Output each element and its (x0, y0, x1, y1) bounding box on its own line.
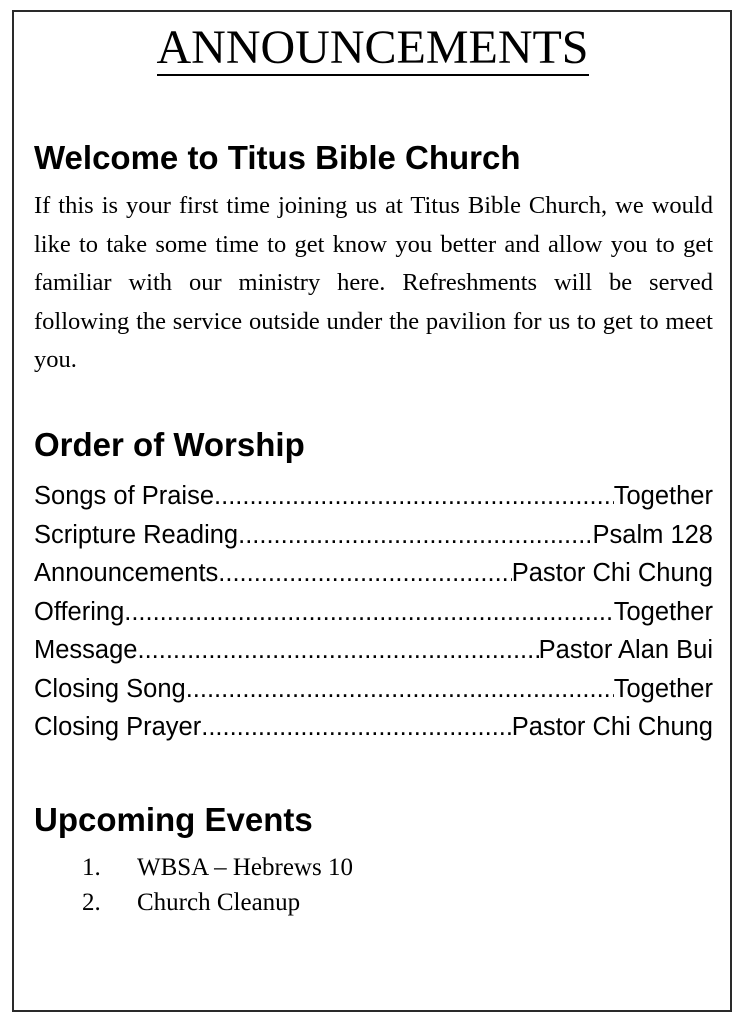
page-title (0, 22, 745, 76)
order-of-worship-list (34, 477, 713, 747)
order-item-leader: Pastor Chi Chung (511, 713, 713, 741)
upcoming-events-heading: Upcoming Events (34, 801, 313, 838)
order-row (34, 554, 713, 593)
order-item-name: Closing Song (34, 674, 186, 703)
list-item-label: WBSA – Hebrews 10 (137, 854, 353, 881)
order-item-leader: Pastor Chi Chung (511, 559, 713, 587)
list-item (82, 850, 353, 885)
list-item-number: 1. (82, 854, 101, 881)
order-row (34, 670, 713, 709)
order-row (34, 631, 713, 670)
order-of-worship-heading: Order of Worship (34, 426, 305, 463)
order-item-leader: Psalm 128 (592, 520, 713, 549)
order-item-name: Songs of Praise (34, 482, 215, 510)
list-item-number: 2. (82, 889, 101, 916)
order-row (34, 708, 713, 747)
dot-leader (218, 554, 511, 593)
upcoming-events-list (82, 850, 353, 920)
order-item-leader: Together (613, 674, 713, 703)
order-item-name: Message (34, 636, 138, 664)
dot-leader (238, 516, 592, 555)
dot-leader (201, 708, 511, 747)
list-item (82, 885, 353, 920)
welcome-paragraph: If this is your first time joining us at Titus Bible Church, we would like to take some time to get know you better and allow you to get familiar with our ministry here. Refreshments will be served following the service outside under the pavilion for us to get to meet you. (34, 192, 713, 374)
order-item-leader: Pastor Alan Bui (538, 636, 713, 664)
dot-leader (214, 477, 614, 516)
order-item-leader: Together (613, 597, 713, 626)
order-row (34, 516, 713, 555)
order-row (34, 477, 713, 516)
order-item-name: Offering (34, 597, 125, 626)
dot-leader (137, 631, 538, 670)
dot-leader (124, 593, 614, 632)
order-row (34, 593, 713, 632)
page-title-text: ANNOUNCEMENTS (156, 21, 589, 74)
order-item-name: Scripture Reading (34, 520, 239, 549)
welcome-heading: Welcome to Titus Bible Church (34, 139, 521, 176)
dot-leader (186, 670, 614, 709)
order-item-name: Announcements (34, 559, 219, 587)
list-item-label: Church Cleanup (137, 889, 301, 916)
order-item-leader: Together (613, 482, 713, 510)
order-item-name: Closing Prayer (34, 713, 202, 741)
